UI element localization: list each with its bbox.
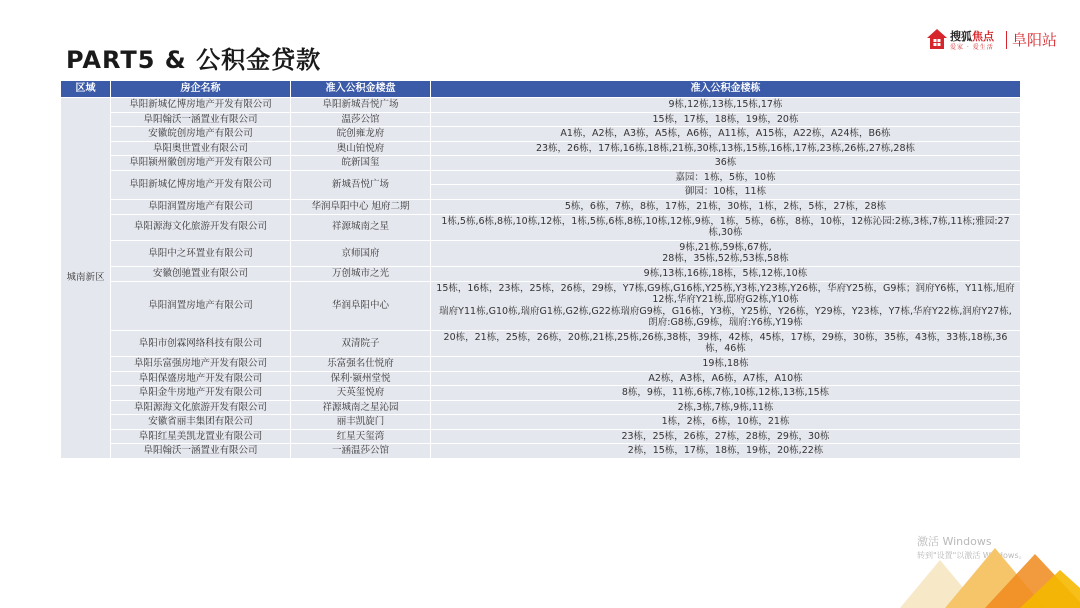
buildings-cell: 15栋，16栋，23栋，25栋，26栋，29栋，Y7栋,G9栋,G16栋,Y25栋,Y3栋,Y23栋,Y26栋，华府Y25栋，G9栋；润府Y6栋，Y11栋,旭府12栋,华府Y21栋,邸府G2栋,Y10栋 瑞府Y11栋,G10栋,瑞府G1栋,G2栋,G22栋瑞府G9栋，G16栋，Y3栋，Y25栋，Y26栋，Y29栋，Y23栋，Y7栋,华府Y22栋,润府Y27栋,朗府:G8栋,G9栋，瑞府:Y6栋,Y19栋 [431,281,1021,330]
project-cell: 祥源城南之星 [291,214,431,240]
table-row [61,444,1021,459]
table-row [61,156,1021,171]
table-header-row [61,81,1021,98]
buildings-cell: 1栋,5栋,6栋,8栋,10栋,12栋，1栋,5栋,6栋,8栋,10栋,12栋,9栋，1栋，5栋，6栋，8栋，10栋，12栋沁园:2栋,3栋,7栋,11栋;雅园:27栋,30栋 [431,214,1021,240]
project-cell: 保利·颍州堂悦 [291,371,431,386]
brand-divider [1006,31,1007,49]
project-cell: 乐富强名仕悦府 [291,356,431,371]
company-cell: 阜阳翰沃一涵置业有限公司 [111,112,291,127]
header-buildings: 准入公积金楼栋 [431,81,1021,98]
table-row [61,170,1021,185]
buildings-cell: 20栋，21栋，25栋，26栋，20栋,21栋,25栋,26栋,38栋，39栋，42栋，45栋，17栋，29栋，30栋，35栋，43栋，33栋,18栋,36栋，46栋 [431,330,1021,356]
brand-logo [926,28,1066,56]
company-cell: 安徽省丽丰集团有限公司 [111,415,291,430]
buildings-cell: 5栋，6栋，7栋，8栋，17栋，21栋，30栋，1栋，2栋，5栋，27栋，28栋 [431,200,1021,215]
table-row [61,200,1021,215]
buildings-cell: 36栋 [431,156,1021,171]
corner-decoration [860,540,1080,608]
table-row [61,98,1021,113]
project-cell: 阜阳新城吾悦广场 [291,98,431,113]
table-row [61,400,1021,415]
table-row [61,429,1021,444]
table-row [61,266,1021,281]
project-cell: 华润阜阳中心 旭府二期 [291,200,431,215]
company-cell: 阜阳中之环置业有限公司 [111,240,291,266]
table-row [61,281,1021,330]
project-cell: 祥源城南之星沁园 [291,400,431,415]
company-cell: 阜阳源海文化旅游开发有限公司 [111,214,291,240]
project-cell: 皖新国玺 [291,156,431,171]
brand-slogan: 爱家 · 爱生活 [950,44,994,51]
buildings-cell: 2栋，15栋，17栋，18栋，19栋，20栋,22栋 [431,444,1021,459]
project-cell: 新城吾悦广场 [291,170,431,199]
district-cell: 城南新区 [61,98,111,459]
table-row [61,371,1021,386]
company-cell: 安徽创驰置业有限公司 [111,266,291,281]
header-district: 区域 [61,81,111,98]
table-row [61,127,1021,142]
company-cell: 阜阳保盛房地产开发有限公司 [111,371,291,386]
buildings-cell: 19栋,18栋 [431,356,1021,371]
company-cell: 阜阳润置房地产有限公司 [111,200,291,215]
buildings-cell: A2栋，A3栋，A6栋，A7栋，A10栋 [431,371,1021,386]
watermark-line-1: 激活 Windows [917,535,992,548]
brand-name-prefix: 搜狐 [950,30,972,43]
buildings-cell: A1栋，A2栋，A3栋，A5栋，A6栋，A11栋，A15栋，A22栋，A24栋，B6栋 [431,127,1021,142]
project-cell: 丽丰凯旋门 [291,415,431,430]
header-project: 准入公积金楼盘 [291,81,431,98]
buildings-cell: 9栋,12栋,13栋,15栋,17栋 [431,98,1021,113]
table-row [61,214,1021,240]
buildings-cell: 15栋，17栋，18栋，19栋，20栋 [431,112,1021,127]
page-title: PART5 & 公积金贷款 [66,46,322,74]
table-row [61,386,1021,401]
loan-table [60,80,1021,459]
table-row [61,330,1021,356]
buildings-cell: 2栋,3栋,7栋,9栋,11栋 [431,400,1021,415]
company-cell: 阜阳颍州徽创房地产开发有限公司 [111,156,291,171]
house-logo-icon [926,28,948,50]
header-company: 房企名称 [111,81,291,98]
company-cell: 阜阳润置房地产有限公司 [111,281,291,330]
brand-name-accent: 焦点 [972,30,994,43]
company-cell: 阜阳翰沃一涵置业有限公司 [111,444,291,459]
table-row [61,141,1021,156]
buildings-cell: 9栋,21栋,59栋,67栋, 28栋，35栋,52栋,53栋,58栋 [431,240,1021,266]
project-cell: 一涵温莎公馆 [291,444,431,459]
buildings-cell: 嘉园：1栋，5栋，10栋 [431,170,1021,185]
company-cell: 阜阳新城亿博房地产开发有限公司 [111,98,291,113]
buildings-cell: 23栋，26栋，17栋,16栋,18栋,21栋,30栋,13栋,15栋,16栋,17栋,23栋,26栋,27栋,28栋 [431,141,1021,156]
project-cell: 皖创雍龙府 [291,127,431,142]
table-row [61,240,1021,266]
company-cell: 安徽皖创房地产有限公司 [111,127,291,142]
company-cell: 阜阳源海文化旅游开发有限公司 [111,400,291,415]
table-row [61,356,1021,371]
buildings-cell: 23栋，25栋，26栋，27栋，28栋，29栋，30栋 [431,429,1021,444]
table-row [61,415,1021,430]
company-cell: 阜阳奥世置业有限公司 [111,141,291,156]
table-row [61,112,1021,127]
buildings-cell: 9栋,13栋,16栋,18栋，5栋,12栋,10栋 [431,266,1021,281]
company-cell: 阜阳乐富强房地产开发有限公司 [111,356,291,371]
project-cell: 京师国府 [291,240,431,266]
project-cell: 万创城市之光 [291,266,431,281]
project-cell: 红星天玺湾 [291,429,431,444]
buildings-cell: 8栋，9栋，11栋,6栋,7栋,10栋,12栋,13栋,15栋 [431,386,1021,401]
project-cell: 华润阜阳中心 [291,281,431,330]
project-cell: 奥山铂悦府 [291,141,431,156]
company-cell: 阜阳市创霖网络科技有限公司 [111,330,291,356]
project-cell: 天英玺悦府 [291,386,431,401]
project-cell: 温莎公馆 [291,112,431,127]
company-cell: 阜阳红星美凯龙置业有限公司 [111,429,291,444]
company-cell: 阜阳金牛房地产开发有限公司 [111,386,291,401]
table-body [61,98,1021,459]
buildings-cell: 1栋，2栋，6栋，10栋，21栋 [431,415,1021,430]
watermark-line-2: 转到"设置"以激活 Windows。 [917,551,1027,560]
company-cell: 阜阳新城亿博房地产开发有限公司 [111,170,291,199]
project-cell: 双清院子 [291,330,431,356]
brand-city: 阜阳站 [1012,31,1058,49]
buildings-cell: 御园：10栋，11栋 [431,185,1021,200]
